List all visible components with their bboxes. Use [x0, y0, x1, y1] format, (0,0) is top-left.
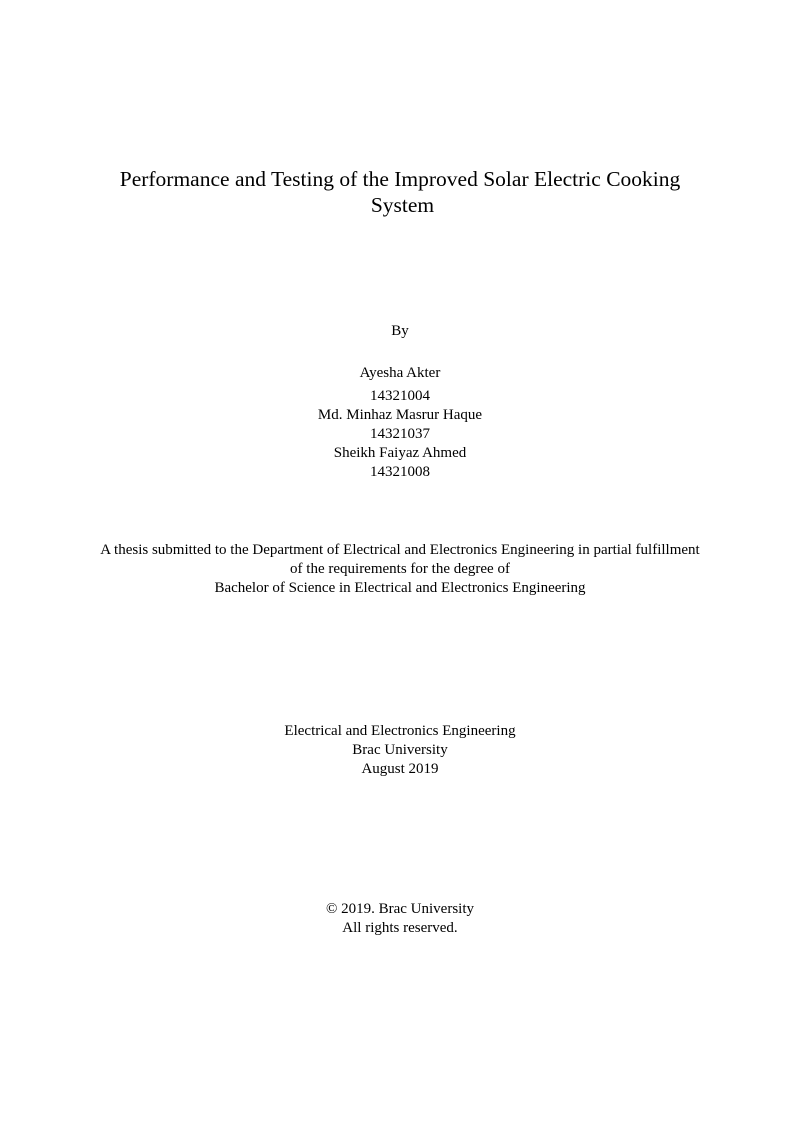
author-list: [0, 364, 800, 482]
thesis-title-line-2: System: [370, 193, 435, 217]
copyright-block: [0, 900, 800, 938]
copyright-notice: © 2019. Brac University: [325, 901, 475, 917]
author-id: 14321004: [370, 388, 430, 404]
author-id: 14321037: [370, 426, 430, 442]
author-name: Ayesha Akter: [359, 365, 441, 381]
submission-line-1: A thesis submitted to the Department of Electrical and Electronics Engineering in partial fulfillment: [100, 542, 700, 558]
institution-block: [0, 722, 800, 779]
author-name: Sheikh Faiyaz Ahmed: [333, 445, 467, 461]
submission-statement: [0, 541, 800, 598]
submission-line-2: of the requirements for the degree of: [290, 561, 510, 577]
thesis-title: [0, 166, 800, 218]
author-name: Md. Minhaz Masrur Haque: [317, 407, 483, 423]
thesis-title-line-1: Performance and Testing of the Improved Solar Electric Cooking: [119, 167, 681, 191]
rights-statement: All rights reserved.: [342, 920, 458, 936]
university-name: Brac University: [352, 742, 448, 758]
by-label: By: [391, 323, 409, 339]
author-id: 14321008: [370, 464, 430, 480]
degree-name: Bachelor of Science in Electrical and Electronics Engineering: [214, 580, 586, 596]
department-name: Electrical and Electronics Engineering: [284, 723, 516, 739]
submission-date: August 2019: [361, 761, 439, 777]
